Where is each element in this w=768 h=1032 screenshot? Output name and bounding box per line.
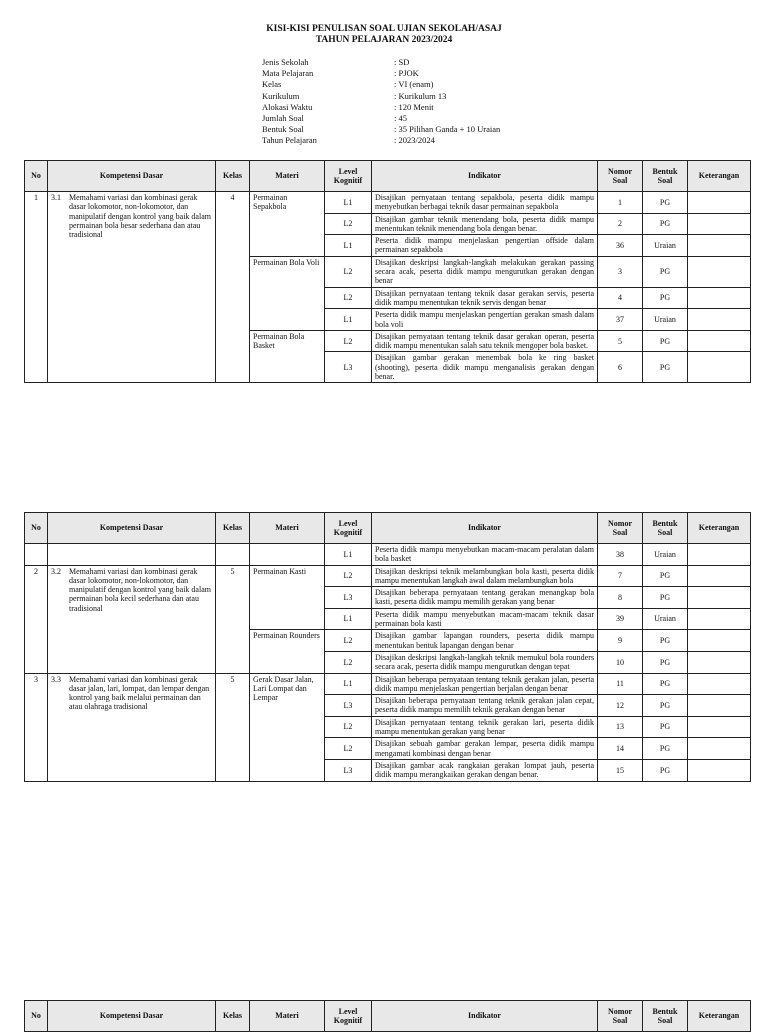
header-nomor-soal: Nomor Soal: [598, 161, 643, 192]
cell-level: L3: [325, 695, 372, 717]
kd-number: 3.2: [51, 566, 61, 576]
cell-level: L2: [325, 287, 372, 309]
cell-nomor: 36: [598, 235, 643, 257]
info-row: [262, 79, 500, 90]
info-value: : PJOK: [394, 68, 419, 79]
kd-text: Memahami variasi dan kombinasi gerak dasar jalan, lari, lompat, dan lempar dengan kontrol yang baik melalui permainan dan atau olahraga tradisional: [69, 674, 210, 712]
info-label: Kelas: [262, 79, 282, 90]
info-label: Tahun Pelajaran: [262, 135, 317, 146]
info-label: Bentuk Soal: [262, 124, 304, 135]
cell-bentuk: PG: [643, 352, 688, 383]
cell-indikator: Disajikan gambar lapangan rounders, peserta didik mampu menentukan bentuk lapangan dengan benar: [372, 630, 598, 652]
cell-nomor: 6: [598, 352, 643, 383]
school-info: [262, 57, 500, 147]
cell-indikator: Disajikan deskripsi langkah-langkah teknik memukul bola rounders secara acak, peserta didik mampu mengurutkan dengan tepat: [372, 651, 598, 673]
cell-materi: [250, 544, 325, 566]
cell-materi: Permainan Sepakbola: [250, 192, 325, 257]
header-nomor-soal: Nomor Soal: [598, 513, 643, 544]
info-value: : 2023/2024: [394, 135, 435, 146]
cell-level: L1: [325, 309, 372, 331]
cell-indikator: Disajikan gambar acak rangkaian gerakan lompat jauh, peserta didik mampu merangkaikan gerakan dengan benar.: [372, 759, 598, 781]
table-row: [25, 192, 751, 214]
table-header-row: [25, 513, 751, 544]
cell-bentuk: PG: [643, 287, 688, 309]
cell-keterangan: [688, 192, 751, 214]
cell-bentuk: PG: [643, 330, 688, 352]
header-no: No: [25, 161, 48, 192]
table-header-row: [25, 161, 751, 192]
cell-nomor: 15: [598, 759, 643, 781]
document-title: KISI-KISI PENULISAN SOAL UJIAN SEKOLAH/ASAJ: [266, 24, 502, 34]
cell-keterangan: [688, 716, 751, 738]
info-row: [262, 102, 500, 113]
info-label: Jumlah Soal: [262, 113, 304, 124]
cell-kompetensi-dasar: [48, 565, 216, 673]
info-row: [262, 113, 500, 124]
cell-nomor: 13: [598, 716, 643, 738]
info-label: Mata Pelajaran: [262, 68, 314, 79]
info-label: Alokasi Waktu: [262, 101, 313, 112]
cell-level: L1: [325, 544, 372, 566]
cell-level: L2: [325, 565, 372, 587]
cell-nomor: 1: [598, 192, 643, 214]
cell-bentuk: PG: [643, 759, 688, 781]
cell-no: [25, 544, 48, 566]
header-bentuk-soal: Bentuk Soal: [643, 1001, 688, 1032]
cell-nomor: 39: [598, 608, 643, 630]
kd-text: Memahami variasi dan kombinasi gerak dasar lokomotor, non-lokomotor, dan manipulatif dengan kontrol yang baik dalam permainan bola kecil sederhana dan atau tradisional: [69, 566, 211, 613]
cell-level: L2: [325, 651, 372, 673]
cell-nomor: 2: [598, 213, 643, 235]
header-keterangan: Keterangan: [688, 1001, 751, 1032]
info-label: Jenis Sekolah: [262, 57, 309, 67]
cell-bentuk: PG: [643, 256, 688, 287]
cell-bentuk: PG: [643, 716, 688, 738]
cell-bentuk: PG: [643, 565, 688, 587]
info-value: : 120 Menit: [394, 101, 434, 112]
cell-level: L3: [325, 759, 372, 781]
cell-bentuk: PG: [643, 630, 688, 652]
info-row: [262, 91, 500, 102]
cell-no: 2: [25, 565, 48, 673]
cell-kompetensi-dasar: [48, 544, 216, 566]
header-materi: Materi: [250, 513, 325, 544]
header-level-kognitif: Level Kognitif: [325, 1001, 372, 1032]
info-value: : SD: [394, 57, 410, 67]
cell-level: L1: [325, 235, 372, 257]
cell-nomor: 10: [598, 651, 643, 673]
cell-no: 3: [25, 673, 48, 781]
cell-indikator: Disajikan beberapa pernyataan tentang gerakan menangkap bola kasti, peserta didik mampu memilih gerakan yang benar: [372, 587, 598, 609]
cell-bentuk: Uraian: [643, 309, 688, 331]
cell-kompetensi-dasar: [48, 192, 216, 383]
cell-indikator: Peserta didik mampu menyebutkan macam-macam teknik dasar permainan bola kasti: [372, 608, 598, 630]
header-indikator: Indikator: [372, 1001, 598, 1032]
cell-nomor: 38: [598, 544, 643, 566]
header-level-kognitif: Level Kognitif: [325, 161, 372, 192]
cell-keterangan: [688, 352, 751, 383]
kisi-kisi-table-3: [24, 1000, 751, 1032]
cell-indikator: Disajikan pernyataan tentang teknik gerakan lari, peserta didik mampu menentukan gerakan yang benar: [372, 716, 598, 738]
cell-nomor: 9: [598, 630, 643, 652]
kd-number: 3.3: [51, 674, 61, 684]
cell-bentuk: Uraian: [643, 544, 688, 566]
cell-indikator: Peserta didik mampu menjelaskan pengertian gerakan smash dalam bola voli: [372, 309, 598, 331]
cell-indikator: Disajikan pernyataan tentang teknik dasar gerakan operan, peserta didik mampu menentukan salah satu teknik mengoper bola basket.: [372, 330, 598, 352]
header-indikator: Indikator: [372, 161, 598, 192]
cell-keterangan: [688, 565, 751, 587]
document-subtitle: TAHUN PELAJARAN 2023/2024: [315, 35, 453, 45]
kisi-kisi-table-1: [24, 160, 751, 383]
cell-keterangan: [688, 235, 751, 257]
cell-level: L3: [325, 352, 372, 383]
cell-indikator: Disajikan beberapa pernyataan tentang teknik gerakan jalan cepat, peserta didik mampu memilih teknik gerakan dengan benar: [372, 695, 598, 717]
kd-number: 3.1: [51, 193, 61, 202]
cell-bentuk: PG: [643, 651, 688, 673]
cell-keterangan: [688, 544, 751, 566]
info-row: [262, 124, 500, 135]
cell-kelas: 5: [216, 673, 250, 781]
cell-nomor: 12: [598, 695, 643, 717]
header-materi: Materi: [250, 161, 325, 192]
kisi-kisi-table-2: [24, 512, 751, 782]
cell-keterangan: [688, 256, 751, 287]
header-kompetensi-dasar: Kompetensi Dasar: [48, 1001, 216, 1032]
header-keterangan: Keterangan: [688, 513, 751, 544]
cell-bentuk: PG: [643, 192, 688, 214]
cell-level: L2: [325, 256, 372, 287]
cell-indikator: Disajikan sebuah gambar gerakan lempar, peserta didik mampu mengamati kombinasi dengan benar: [372, 738, 598, 760]
info-row: [262, 135, 500, 146]
cell-nomor: 11: [598, 673, 643, 695]
kd-text: Memahami variasi dan kombinasi gerak dasar lokomotor, non-lokomotor, dan manipulatif dengan kontrol yang baik dalam permainan bola besar sederhana dan atau tradisional: [69, 193, 211, 240]
header-bentuk-soal: Bentuk Soal: [643, 513, 688, 544]
info-value: : 35 Pilihan Ganda + 10 Uraian: [394, 124, 501, 135]
info-row: [262, 68, 500, 79]
cell-keterangan: [688, 587, 751, 609]
cell-bentuk: PG: [643, 213, 688, 235]
cell-bentuk: PG: [643, 587, 688, 609]
table-row: [25, 544, 751, 566]
cell-kompetensi-dasar: [48, 673, 216, 781]
cell-materi: Gerak Dasar Jalan, Lari Lompat dan Lempar: [250, 673, 325, 781]
header-level-kognitif: Level Kognitif: [325, 513, 372, 544]
cell-indikator: Disajikan gambar gerakan menembak bola ke ring basket (shooting), peserta didik mampu menganalisis gerakan dengan benar.: [372, 352, 598, 383]
cell-keterangan: [688, 630, 751, 652]
header-kelas: Kelas: [216, 1001, 250, 1032]
cell-indikator: Disajikan pernyataan tentang teknik dasar gerakan servis, peserta didik mampu menentukan teknik servis dengan benar: [372, 287, 598, 309]
cell-nomor: 5: [598, 330, 643, 352]
cell-keterangan: [688, 673, 751, 695]
cell-level: L2: [325, 716, 372, 738]
cell-kelas: 5: [216, 565, 250, 673]
cell-bentuk: Uraian: [643, 235, 688, 257]
table-row: [25, 565, 751, 587]
cell-level: L2: [325, 330, 372, 352]
cell-level: L3: [325, 587, 372, 609]
cell-indikator: Disajikan deskripsi teknik melambungkan bola kasti, peserta didik mampu menentukan langkah awal dalam melambungkan bola: [372, 565, 598, 587]
cell-bentuk: PG: [643, 673, 688, 695]
cell-nomor: 7: [598, 565, 643, 587]
cell-level: L2: [325, 630, 372, 652]
cell-nomor: 3: [598, 256, 643, 287]
cell-keterangan: [688, 213, 751, 235]
header-kelas: Kelas: [216, 513, 250, 544]
cell-keterangan: [688, 608, 751, 630]
cell-no: 1: [25, 192, 48, 383]
cell-materi: Permainan Rounders: [250, 630, 325, 673]
cell-nomor: 4: [598, 287, 643, 309]
cell-level: L2: [325, 738, 372, 760]
info-value: : Kurikulum 13: [394, 90, 447, 101]
header-keterangan: Keterangan: [688, 161, 751, 192]
cell-indikator: Disajikan pernyataan tentang sepakbola, peserta didik mampu menyebutkan berbagai teknik dasar permainan sepakbola: [372, 192, 598, 214]
header-materi: Materi: [250, 1001, 325, 1032]
cell-level: L1: [325, 673, 372, 695]
info-label: Kurikulum: [262, 90, 300, 101]
cell-bentuk: PG: [643, 695, 688, 717]
cell-keterangan: [688, 651, 751, 673]
header-kompetensi-dasar: Kompetensi Dasar: [48, 161, 216, 192]
cell-keterangan: [688, 287, 751, 309]
cell-keterangan: [688, 309, 751, 331]
cell-indikator: Disajikan beberapa pernyataan tentang teknik gerakan jalan, peserta didik mampu menjelaskan pengertian berjalan dengan benar: [372, 673, 598, 695]
table-header-row: [25, 1001, 751, 1032]
info-row: [262, 57, 500, 68]
header-no: No: [25, 1001, 48, 1032]
header-nomor-soal: Nomor Soal: [598, 1001, 643, 1032]
cell-kelas: 4: [216, 192, 250, 383]
cell-materi: Permainan Bola Voli: [250, 256, 325, 330]
cell-indikator: Peserta didik mampu menjelaskan pengertian offside dalam permainan sepakbola: [372, 235, 598, 257]
header-kelas: Kelas: [216, 161, 250, 192]
cell-indikator: Disajikan deskripsi langkah-langkah melakukan gerakan passing secara acak, peserta didik mampu mengurutkan gerakan dengan benar: [372, 256, 598, 287]
cell-indikator: Disajikan gambar teknik menendang bola, peserta didik mampu menentukan teknik menendang bola dengan benar.: [372, 213, 598, 235]
cell-keterangan: [688, 695, 751, 717]
table-row: [25, 673, 751, 695]
cell-level: L1: [325, 608, 372, 630]
header-bentuk-soal: Bentuk Soal: [643, 161, 688, 192]
cell-level: L2: [325, 213, 372, 235]
header-kompetensi-dasar: Kompetensi Dasar: [48, 513, 216, 544]
cell-kelas: [216, 544, 250, 566]
info-value: : 45: [394, 113, 407, 124]
cell-keterangan: [688, 759, 751, 781]
cell-bentuk: Uraian: [643, 608, 688, 630]
cell-indikator: Peserta didik mampu menyebutkan macam-macam peralatan dalam bola basket: [372, 544, 598, 566]
info-value: : VI (enam): [394, 79, 434, 90]
cell-nomor: 8: [598, 587, 643, 609]
cell-materi: Permainan Bola Basket: [250, 330, 325, 382]
cell-bentuk: PG: [643, 738, 688, 760]
cell-materi: Permainan Kasti: [250, 565, 325, 630]
cell-keterangan: [688, 738, 751, 760]
cell-keterangan: [688, 330, 751, 352]
header-indikator: Indikator: [372, 513, 598, 544]
header-no: No: [25, 513, 48, 544]
cell-nomor: 14: [598, 738, 643, 760]
cell-nomor: 37: [598, 309, 643, 331]
cell-level: L1: [325, 192, 372, 214]
